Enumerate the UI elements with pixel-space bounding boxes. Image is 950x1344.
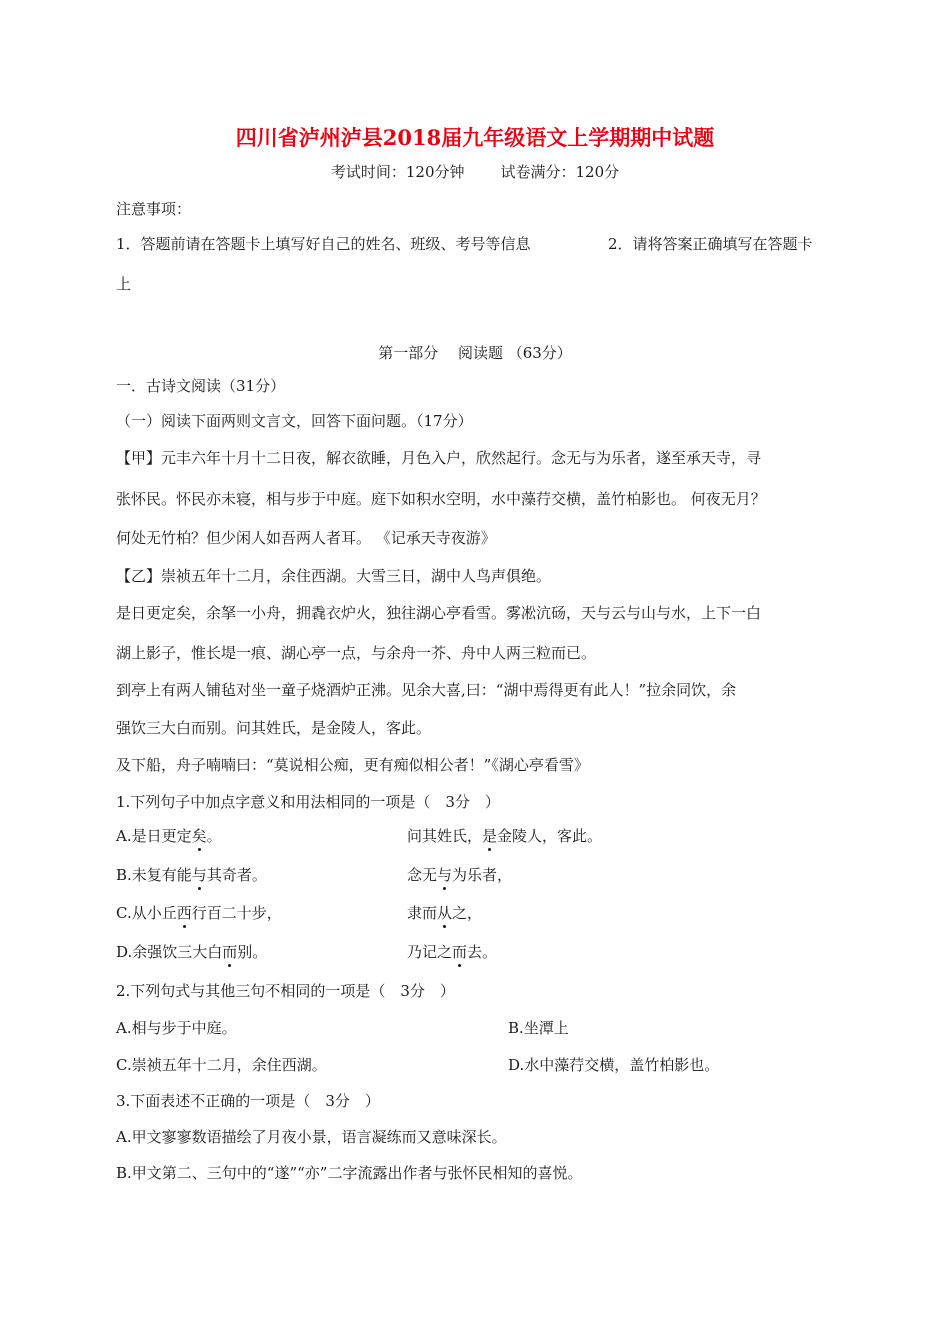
passage-yi-line: 及下船，舟子喃喃曰：“莫说相公痴，更有痴似相公者！”《湖心亭看雪》 <box>116 756 589 774</box>
q1-option-d-left: D.余强饮三大白而别。 <box>116 943 268 961</box>
q1-option-c-right: 隶而从之， <box>407 904 483 922</box>
q2-option-a: A.相与步于中庭。 <box>116 1019 237 1037</box>
part-heading: 第一部分 阅读题 （63分） <box>378 344 572 362</box>
emphasis-dot-char: 而 <box>452 943 468 961</box>
emphasis-dot-char: 与 <box>437 866 453 884</box>
question-1-stem: 1.下列句子中加点字意义和用法相同的一项是（ 3分 ） <box>116 793 500 811</box>
passage-yi-line: 是日更定矣，余拏一小舟，拥毳衣炉火，独往湖心亭看雪。雾凇沆砀，天与云与山与水，上下一白 <box>116 604 762 622</box>
q1-option-a-left: A.是日更定矣。 <box>116 827 222 845</box>
passage-yi-line: 到亭上有两人铺毡对坐一童子烧酒炉正沸。见余大喜,曰：“湖中焉得更有此人！”拉余同饮，余 <box>116 681 737 699</box>
exam-title: 四川省泸州泸县2018届九年级语文上学期期中试题 <box>235 125 715 150</box>
sub-section-heading: （一）阅读下面两则文言文，回答下面问题。（17分） <box>116 412 473 430</box>
passage-yi-line: 湖上影子，惟长堤一痕、湖心亭一点，与余舟一芥、舟中人两三粒而已。 <box>116 644 597 662</box>
q3-option-a: A.甲文寥寥数语描绘了月夜小景，语言凝练而又意味深长。 <box>116 1128 507 1146</box>
emphasis-dot-char: 矣 <box>191 827 207 845</box>
notice-item-2-cont: 上 <box>116 275 132 293</box>
notice-heading: 注意事项： <box>116 200 192 218</box>
q1-option-a-right: 问其姓氏，是金陵人，客此。 <box>407 827 603 845</box>
emphasis-dot-char: 西 <box>176 904 192 922</box>
q2-option-d: D.水中藻荇交横，盖竹柏影也。 <box>508 1056 720 1074</box>
emphasis-dot-char: 与 <box>191 866 207 884</box>
exam-full-score: 试卷满分：120分 <box>500 163 620 181</box>
exam-info <box>0 162 950 182</box>
q1-option-d-right: 乃记之而去。 <box>407 943 498 961</box>
passage-jia-line: 何处无竹柏？但少闲人如吾两人者耳。 《记承天寺夜游》 <box>116 529 496 547</box>
emphasis-dot-char: 从 <box>437 904 453 922</box>
q1-option-b-left: B.未复有能与其奇者。 <box>116 866 267 884</box>
exam-time: 考试时间：120分钟 <box>330 163 465 181</box>
passage-jia-line: 张怀民。怀民亦未寝，相与步于中庭。庭下如积水空明，水中藻荇交横，盖竹柏影也。 何夜无月？ <box>116 490 766 508</box>
section-heading: 一．古诗文阅读（31分） <box>116 377 286 395</box>
notice-item-1: 1．答题前请在答题卡上填写好自己的姓名、班级、考号等信息 <box>116 235 531 253</box>
emphasis-dot-char: 是 <box>482 827 498 845</box>
q1-option-c-left: C.从小丘西行百二十步， <box>116 904 282 922</box>
q1-option-b-right: 念无与为乐者， <box>407 866 513 884</box>
question-3-stem: 3.下面表述不正确的一项是（ 3分 ） <box>116 1092 380 1110</box>
passage-jia-line: 【甲】元丰六年十月十二日夜，解衣欲睡，月色入户，欣然起行。念无与为乐者，遂至承天寺，寻 <box>116 449 762 467</box>
q2-option-c: C.崇祯五年十二月，余住西湖。 <box>116 1056 327 1074</box>
notice-item-2: 2．请将答案正确填写在答题卡 <box>608 235 813 253</box>
passage-yi-line: 【乙】崇祯五年十二月，余住西湖。大雪三日，湖中人鸟声俱绝。 <box>116 567 552 585</box>
q2-option-b: B.坐潭上 <box>508 1019 569 1037</box>
emphasis-dot-char: 而 <box>222 943 238 961</box>
passage-yi-line: 强饮三大白而别。问其姓氏，是金陵人，客此。 <box>116 719 432 737</box>
question-2-stem: 2.下列句式与其他三句不相同的一项是（ 3分 ） <box>116 982 455 1000</box>
q3-option-b: B.甲文第二、三句中的“遂”“亦”二字流露出作者与张怀民相知的喜悦。 <box>116 1164 583 1182</box>
